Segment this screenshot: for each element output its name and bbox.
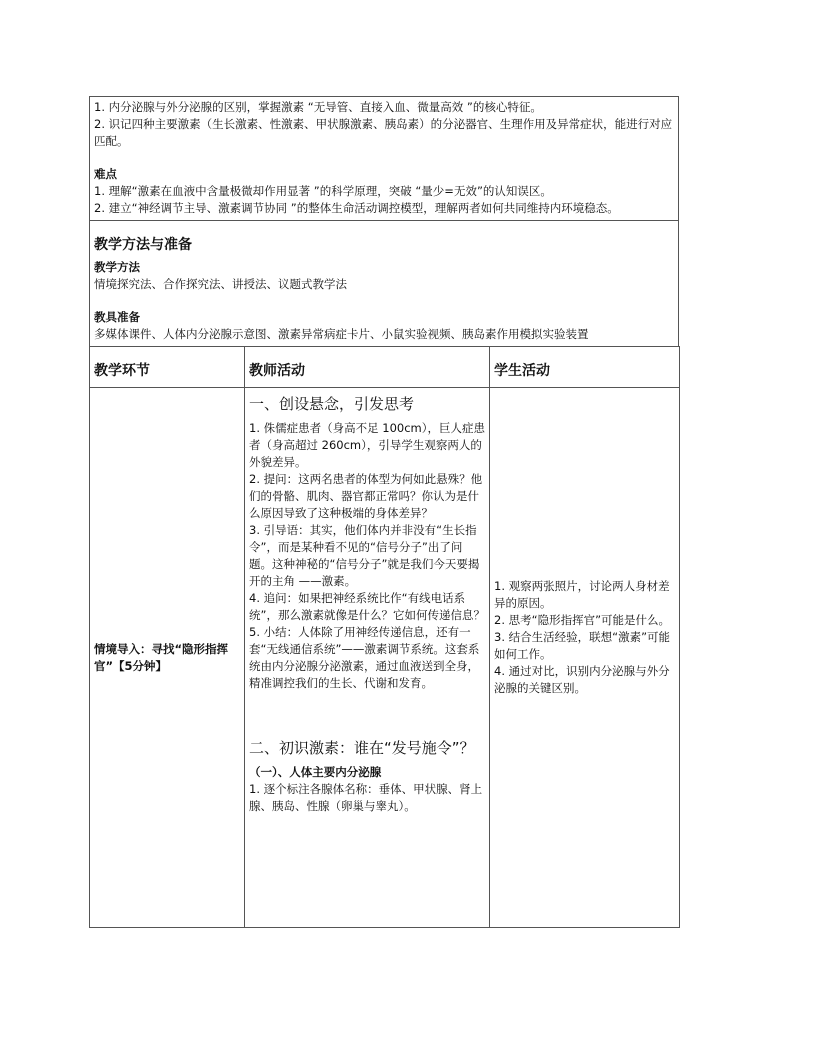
methods-section-title: 教学方法与准备: [94, 237, 192, 253]
teacher-item-2: 2. 提问：这两名患者的体型为何如此悬殊？他们的骨骼、肌肉、器官都正常吗？你认为是什么原因导致了这种极端的身体差异？: [249, 472, 483, 520]
difficulties-title: 难点: [94, 167, 117, 181]
header-stage: 教学环节: [90, 347, 245, 388]
header-teacher: 教师活动: [245, 347, 490, 388]
student-item-2: 2. 思考“隐形指挥官”可能是什么。: [494, 613, 671, 627]
lesson-table: [89, 346, 680, 928]
teacher-section2-title: 二、初识激素：谁在“发号施令”？: [249, 739, 475, 757]
teacher-item-5: 5. 小结：人体除了用神经传递信息，还有一套“无线通信系统”——激素调节系统。这套系统由内分泌腺分泌激素，通过血液送到全身，精准调控我们的生长、代谢和发育。: [249, 625, 480, 690]
methods-box: [89, 220, 679, 346]
methods-title: 教学方法: [94, 260, 140, 274]
objective-line-1: 1. 内分泌腺与外分泌腺的区别，掌握激素 “无导管、直接入血、微量高效 ”的核心特征。: [94, 100, 542, 114]
teacher-section2-item: 1. 逐个标注各腺体名称：垂体、甲状腺、肾上腺、胰岛、性腺（卵巢与睾丸）。: [249, 782, 483, 813]
teacher-cell: [245, 388, 490, 928]
student-item-1: 1. 观察两张照片，讨论两人身材差异的原因。: [494, 579, 670, 610]
teacher-item-3: 3. 引导语：其实，他们体内并非没有“生长指令”，而是某种看不见的“信号分子”出了问题。这种神秘的“信号分子”就是我们今天要揭开的主角 ——激素。: [249, 523, 480, 588]
student-cell: [490, 388, 680, 928]
methods-text: 情境探究法、合作探究法、讲授法、议题式教学法: [94, 277, 347, 291]
stage-label: 情境导入：寻找“隐形指挥官”【5分钟】: [94, 641, 229, 673]
teacher-section1-title: 一、创设悬念，引发思考: [249, 395, 415, 413]
tools-text: 多媒体课件、人体内分泌腺示意图、激素异常病症卡片、小鼠实验视频、胰岛素作用模拟实验装置: [94, 327, 589, 341]
teacher-item-1: 1. 侏儒症患者（身高不足 100cm），巨人症患者（身高超过 260cm），引导学生观察两人的外貌差异。: [249, 421, 486, 469]
table-header-row: [90, 347, 680, 388]
teacher-section2-subtitle: （一）、人体主要内分泌腺: [249, 765, 382, 779]
difficulty-line-2: 2. 建立“神经调节主导、激素调节协同 ”的整体生命活动调控模型，理解两者如何共同维持内环境稳态。: [94, 201, 619, 215]
difficulty-line-1: 1. 理解“激素在血液中含量极微却作用显著 ”的科学原理，突破 “量少=无效”的认知误区。: [94, 184, 552, 198]
header-student: 学生活动: [490, 347, 680, 388]
objectives-box: [89, 96, 679, 220]
document-page: [89, 96, 679, 928]
student-item-3: 3. 结合生活经验，联想“激素”可能如何工作。: [494, 630, 671, 661]
teacher-item-4: 4. 追问：如果把神经系统比作“有线电话系统”，那么激素就像是什么？它如何传递信息？: [249, 591, 485, 622]
stage-cell: [90, 388, 245, 928]
table-row: [90, 388, 680, 928]
student-item-4: 4. 通过对比，识别内分泌腺与外分泌腺的关键区别。: [494, 664, 670, 695]
objective-line-2: 2. 识记四种主要激素（生长激素、性激素、甲状腺激素、胰岛素）的分泌器官、生理作用及异常症状，能进行对应匹配。: [94, 117, 673, 148]
tools-title: 教具准备: [94, 310, 140, 324]
